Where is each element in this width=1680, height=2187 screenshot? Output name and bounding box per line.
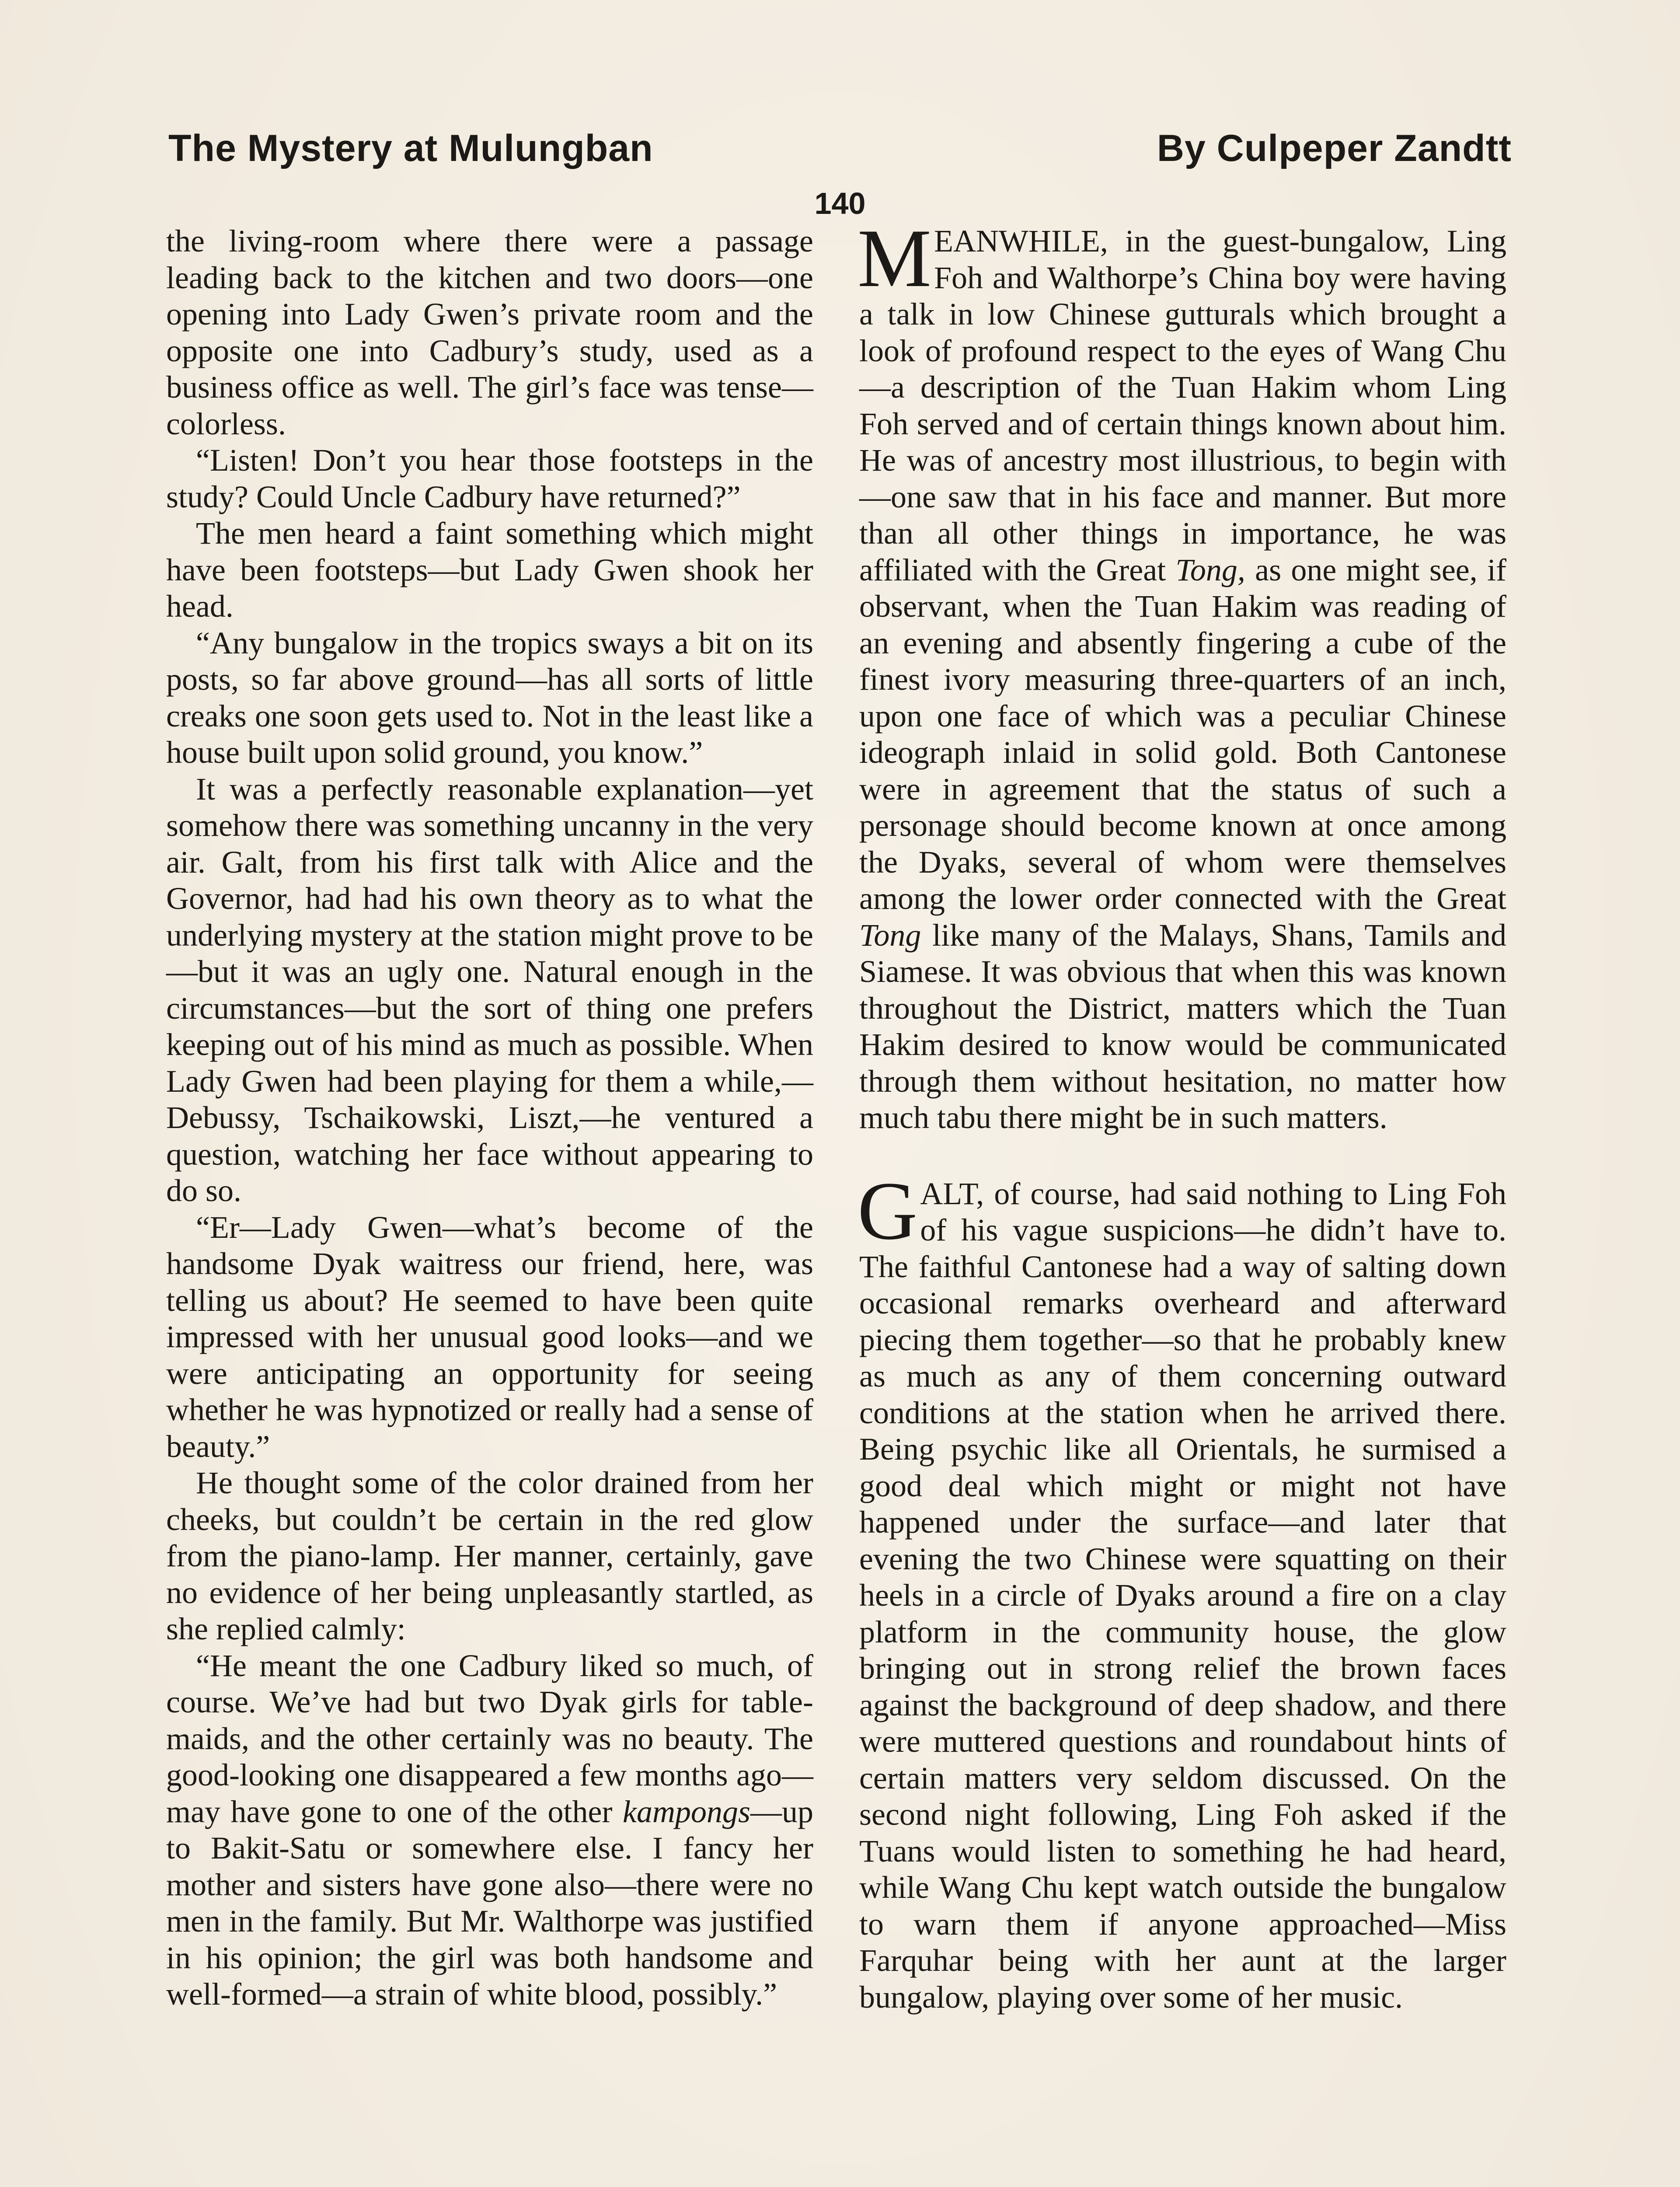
lead-word: ALT,: [920, 1176, 984, 1211]
section-meanwhile: [857, 213, 1506, 1136]
paragraph: “Any bungalow in the tropics sways a bit on its posts, so far above ground—has all sorts of little creaks one soon gets used to. Not in the least like a house built upon solid ground, you know.”: [166, 625, 813, 770]
story-title: The Mystery at Mulungban: [168, 127, 653, 169]
running-header: [168, 127, 1512, 192]
paragraph: [857, 1165, 1506, 2016]
author-byline: By Culpeper Zandtt: [1157, 127, 1512, 169]
paragraph: “Listen! Don’t you hear those footsteps in the study? Could Uncle Cadbury have returned?”: [166, 443, 813, 514]
paragraph: The men heard a faint something which might have been footsteps—but Lady Gwen shook her head.: [166, 516, 813, 624]
paragraph-text: “He meant the one Cadbury liked so much, of course. We’ve had but two Dyak girls for table-maids, and the other certainly was no beauty. The good-looking one disappeared a few months ago—may have gone to one of the other: [166, 1648, 813, 1829]
drop-cap: G: [857, 1165, 918, 1257]
left-column: [166, 223, 813, 2013]
paragraph: the living-room where there were a passage leading back to the kitchen and two doors—one opening into Lady Gwen’s private room and the opposite one into Cadbury’s study, used as a business office as well. The girl’s face was tense—colorless.: [166, 224, 813, 441]
paragraph: He thought some of the color drained from her cheeks, but couldn’t be certain in the red glow from the piano-lamp. Her manner, certainly, gave no evidence of her being unpleasantly startled, as she replied calmly:: [166, 1465, 813, 1646]
paragraph: “Er—Lady Gwen—what’s become of the handsome Dyak waitress our friend, here, was telling us about? He seemed to have been quite impressed with her unusual good looks—and we were anticipating an opportunity for seeing whether he was hypnotized or really had a sense of beauty.”: [166, 1209, 813, 1464]
page-number: 140: [814, 186, 866, 220]
italic-word: Tong: [859, 917, 921, 953]
paragraph: [166, 1648, 813, 2013]
paragraph: It was a perfectly reasonable explanation—yet somehow there was something uncanny in the very air. Galt, from his first talk with Alice and the Governor, had had his own theory as to what the underlying mystery at the station might prove to be—but it was an ugly one. Natural enough in the circumstances—but the sort of thing one prefers keeping out of his mind as much as possible. When Lady Gwen had been playing for them a while,—Debussy, Tschaikowski, Liszt,—he ventured a question, watching her face without appearing to do so.: [166, 771, 813, 1208]
paragraph-text: —up to Bakit-Satu or somewhere else. I fancy her mother and sisters have gone also—there were no men in the family. But Mr. Walthorpe was justified in his opinion; the girl was both handsome and well-formed—a strain of white blood, possibly.”: [166, 1794, 813, 2012]
italic-word: Tong,: [1175, 552, 1245, 587]
paragraph-text: in the guest-bungalow, Ling Foh and Walthorpe’s China boy were having a talk in low Chinese gutturals which brought a look of profound respect to the eyes of Wang Chu—a description of the Tuan Hakim whom Ling Foh served and of certain things known about him. He was of ancestry most illustrious, to begin with—one saw that in his face and manner. But more than all other things in importance, he was affiliated with the Great: [859, 224, 1506, 587]
paragraph-text: of course, had said nothing to Ling Foh of his vague suspicions—he didn’t have to. The faithful Cantonese had a way of salting down occasional remarks overheard and afterward piecing them together—so that he probably knew as much as any of them concerning outward conditions at the station when he arrived there. Being psychic like all Orientals, he surmised a good deal which might or might not have happened under the surface—and later that evening the two Chinese were squatting on their heels in a circle of Dyaks around a fire on a clay platform in the community house, the glow bringing out in strong relief the brown faces against the background of deep shadow, and there were muttered questions and roundabout hints of certain matters very seldom discussed. On the second night following, Ling Foh asked if the Tuans would listen to something he had heard, while Wang Chu kept watch outside the bungalow to warn them if anyone approached—Miss Farquhar being with her aunt at the larger bungalow, playing over some of her music.: [859, 1176, 1506, 2015]
paragraph-text: as one might see, if observant, when the Tuan Hakim was reading of an evening and absently fingering a cube of the finest ivory measuring three-quarters of an inch, upon one face of which was a peculiar Chinese ideograph inlaid in solid gold. Both Cantonese were in agreement that the status of such a personage should become known at once among the Dyaks, several of whom were themselves among the lower order connected with the Great: [859, 552, 1506, 916]
italic-word: kampongs: [623, 1794, 750, 1829]
lead-word: EANWHILE,: [934, 224, 1108, 259]
drop-cap: M: [857, 213, 931, 304]
section-galt: [857, 1165, 1506, 2016]
paragraph-text: like many of the Malays, Shans, Tamils and Siamese. It was obvious that when this was known throughout the District, matters which the Tuan Hakim desired to know would be communicated through them without hesitation, no matter how much tabu there might be in such matters.: [859, 917, 1506, 1135]
right-column: [857, 213, 1506, 2016]
paragraph: [857, 213, 1506, 1136]
